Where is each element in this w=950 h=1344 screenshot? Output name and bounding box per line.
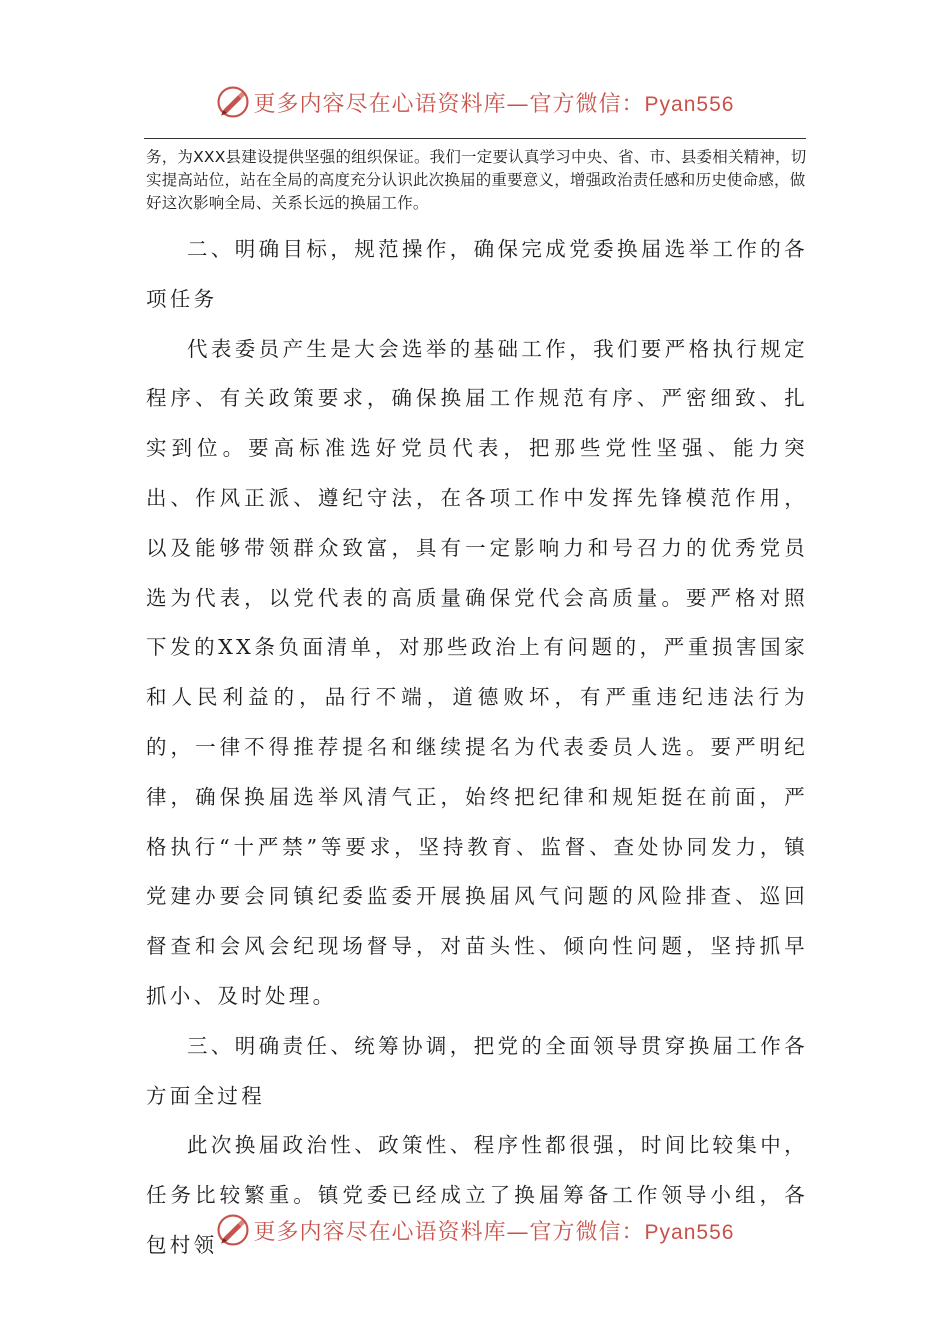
header-divider bbox=[144, 138, 806, 139]
header-banner-wechat-id: Pyan556 bbox=[644, 92, 735, 116]
section-paragraph-3: 此次换届政治性、政策性、程序性都很强，时间比较集中，任务比较繁重。镇党委已经成立了换届筹备工作领导小组，各包村领 bbox=[146, 1133, 808, 1257]
header-banner-text bbox=[254, 87, 735, 118]
section-paragraph-2: 代表委员产生是大会选举的基础工作，我们要严格执行规定程序、有关政策要求，确保换届工作规范有序、严密细致、扎实到位。要高标准选好党员代表，把那些党性坚强、能力突出、作风正派、遵纪守法，在各项工作中发挥先锋模范作用，以及能够带领群众致富，具有一定影响力和号召力的优秀党员选为代表，以党代表的高质量确保党代会高质量。要严格对照下发的XX条负面清单，对那些政治上有问题的，严重损害国家和人民利益的，品行不端，道德败坏，有严重违纪违法行为的，一律不得推荐提名和继续提名为代表委员人选。要严明纪律，确保换届选举风清气正，始终把纪律和规矩挺在前面，严格执行“十严禁”等要求，坚持教育、监督、查处协同发力，镇党建办要会同镇纪委监委开展换届风气问题的风险排查、巡回督查和会风会纪现场督导，对苗头性、倾向性问题，坚持抓早抓小、及时处理。 bbox=[146, 336, 808, 1008]
pen-logo-icon bbox=[216, 85, 250, 119]
footer-banner bbox=[0, 1210, 950, 1250]
footer-banner-wechat-id: Pyan556 bbox=[644, 1220, 735, 1244]
header-banner bbox=[0, 82, 950, 122]
section-heading-2: 二、明确目标，规范操作，确保完成党委换届选举工作的各项任务 bbox=[146, 237, 808, 311]
lead-paragraph: 务，为XXX县建设提供坚强的组织保证。我们一定要认真学习中央、省、市、县委相关精神，切实提高站位，站在全局的高度充分认识此次换届的重要意义，增强政治责任感和历史使命感，做好这次影响全局、关系长远的换届工作。 bbox=[146, 148, 807, 212]
footer-banner-text bbox=[254, 1215, 735, 1246]
document-body bbox=[146, 225, 808, 1271]
pen-logo-icon bbox=[216, 1213, 250, 1247]
footer-banner-label: 更多内容尽在心语资料库—官方微信： bbox=[253, 1219, 645, 1245]
section-heading-3: 三、明确责任、统筹协调，把党的全面领导贯穿换届工作各方面全过程 bbox=[146, 1033, 808, 1108]
header-banner-label: 更多内容尽在心语资料库—官方微信： bbox=[253, 91, 645, 117]
